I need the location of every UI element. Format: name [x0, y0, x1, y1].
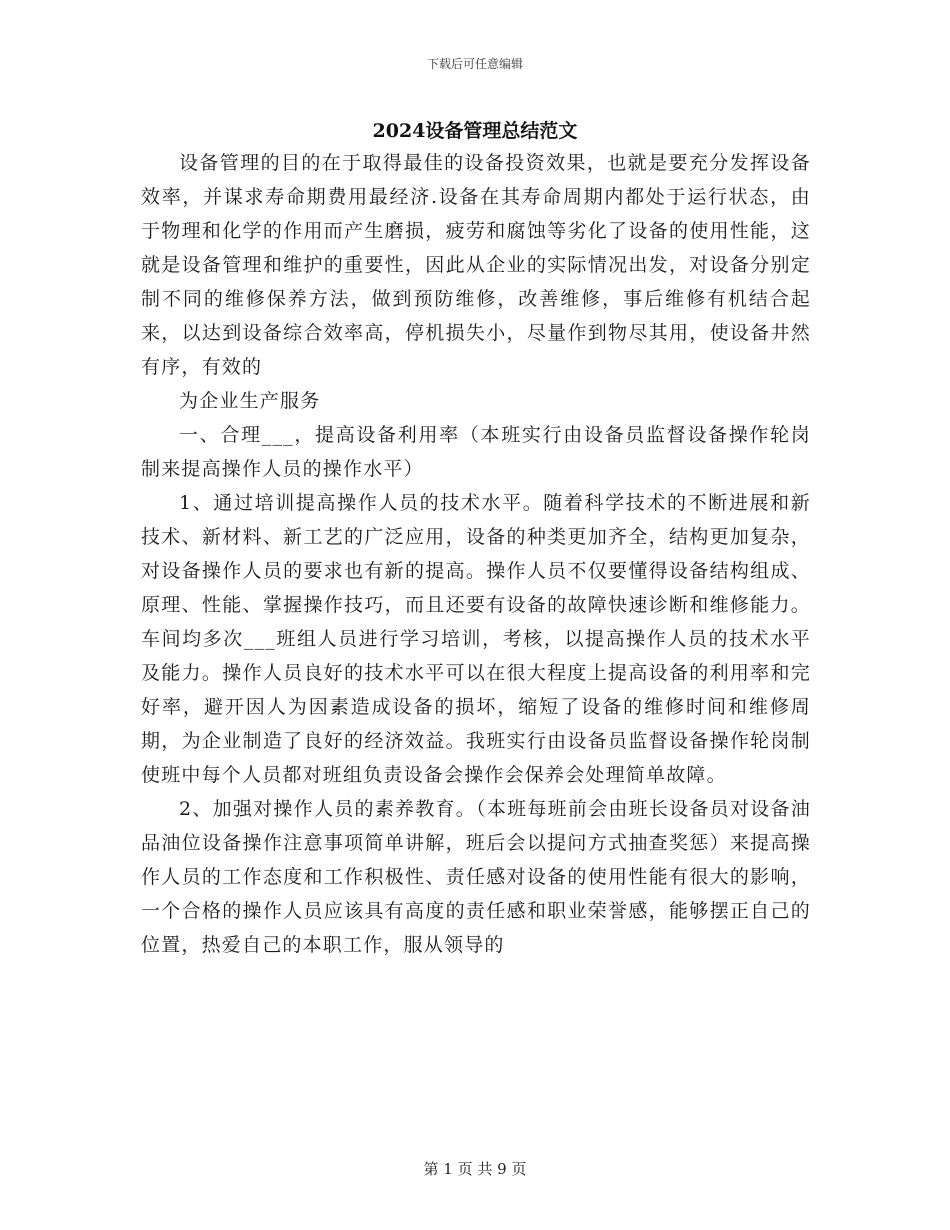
paragraph-intro: 设备管理的目的在于取得最佳的设备投资效果，也就是要充分发挥设备效率，并谋求寿命期费用最经济.设备在其寿命周期内都处于运行状态，由于物理和化学的作用而产生磨损，疲劳和腐蚀等劣化了设备的使用性能，这就是设备管理和维护的重要性，因此从企业的实际情况出发，对设备分别定制不同的维修保养方法，做到预防维修，改善维修，事后维修有机结合起来，以达到设备综合效率高，停机损失小，尽量作到物尽其用，使设备井然有序，有效的 — [141, 152, 811, 378]
page-header-note: 下载后可任意编辑 — [426, 57, 523, 71]
paragraph-item-2: 2、加强对操作人员的素养教育。（本班每班前会由班长设备员对设备油品油位设备操作注意事项简单讲解，班后会以提问方式抽查奖惩）来提高操作人员的工作态度和工作积极性、责任感对设备的使用性能有很大的影响，一个合格的操作人员应该具有高度的责任感和职业荣誉感，能够摆正自己的位置，热爱自己的本职工作，服从领导的 — [141, 798, 811, 956]
paragraph-intro-continued: 为企业生产服务 — [179, 390, 321, 412]
section-heading-1: 一、合理___，提高设备利用率（本班实行由设备员监督设备操作轮岗制来提高操作人员的操作水平） — [141, 424, 811, 480]
document-body — [141, 146, 811, 962]
document-title: 2024设备管理总结范文 — [372, 120, 578, 142]
paragraph-item-1: 1、通过培训提高操作人员的技术水平。随着科学技术的不断进展和新技术、新材料、新工艺的广泛应用，设备的种类更加齐全，结构更加复杂，对设备操作人员的要求也有新的提高。操作人员不仅要懂得设备结构组成、原理、性能、掌握操作技巧，而且还要有设备的故障快速诊断和维修能力。车间均多次___班组人员进行学习培训，考核，以提高操作人员的技术水平及能力。操作人员良好的技术水平可以在很大程度上提高设备的利用率和完好率，避开因人为因素造成设备的损坏，缩短了设备的维修时间和维修周期，为企业制造了良好的经济效益。我班实行由设备员监督设备操作轮岗制使班中每个人员都对班组负责设备会操作会保养会处理简单故障。 — [141, 492, 811, 786]
page-number: 第 1 页 共 9 页 — [423, 1160, 527, 1178]
